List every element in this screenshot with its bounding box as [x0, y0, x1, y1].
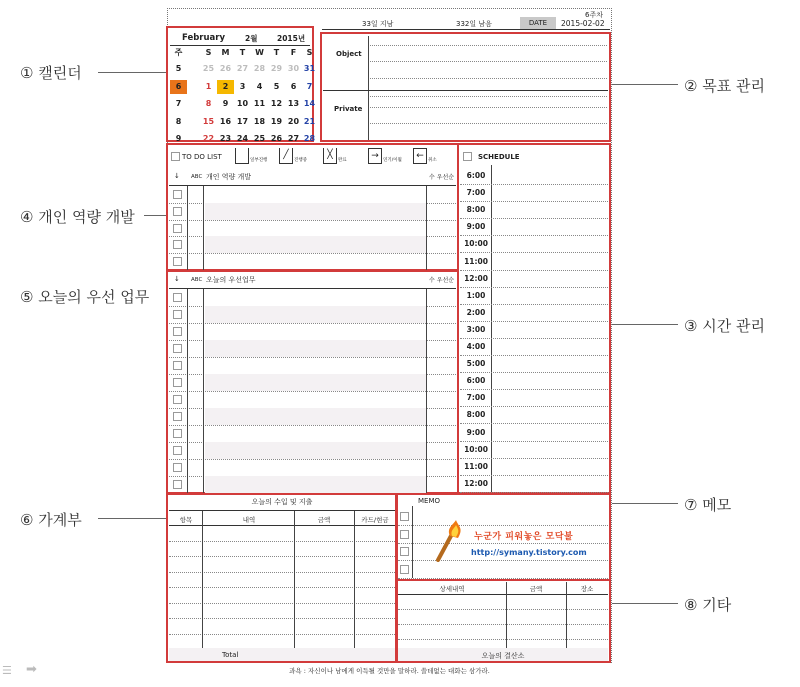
memo-logo-url[interactable]: http://symany.tistory.com: [471, 548, 587, 557]
schedule-checkbox[interactable]: [463, 152, 472, 161]
personal-dev-arrow: ↓: [174, 172, 180, 180]
lead-memo: [612, 503, 678, 504]
menu-icon[interactable]: ☰: [2, 664, 12, 677]
calendar-day[interactable]: 26: [270, 134, 283, 143]
calendar-day[interactable]: 26: [219, 64, 232, 73]
schedule-time: 9:00: [466, 222, 486, 232]
calendar-day[interactable]: 14: [303, 99, 316, 108]
personal-dev-row-checkbox[interactable]: [173, 257, 182, 266]
goal-private-label: Private: [334, 105, 363, 113]
calendar-day[interactable]: 29: [270, 64, 283, 73]
goal-line: [370, 107, 607, 108]
calendar-day[interactable]: 8: [205, 99, 212, 108]
memo-checkbox[interactable]: [400, 530, 409, 539]
calendar-day[interactable]: 28: [303, 134, 316, 143]
schedule-time: 10:00: [464, 239, 488, 249]
ledger-title: 오늘의 수입 및 지출: [251, 498, 313, 506]
todo-legend-label: 일부진행: [250, 158, 268, 163]
etc-col-amount: 금액: [529, 585, 543, 593]
calendar-day[interactable]: 21: [303, 116, 316, 126]
callout-etc: ⑧ 기타: [684, 596, 732, 614]
memo-checkbox[interactable]: [400, 547, 409, 556]
schedule-time: 11:00: [464, 461, 488, 471]
schedule-time: 2:00: [466, 307, 486, 317]
ledger-col-detail: 내역: [242, 516, 256, 524]
calendar-day[interactable]: 1: [205, 81, 212, 91]
personal-dev-rule: [169, 185, 456, 186]
priority-order: 수 우선순: [429, 277, 455, 284]
ledger-total-row: [169, 648, 395, 661]
schedule-time: 12:00: [464, 273, 488, 283]
priority-row-checkbox[interactable]: [173, 446, 182, 455]
ledger-col-line: [354, 511, 355, 648]
calendar-day[interactable]: 7: [306, 81, 313, 91]
lead-personal-dev: [144, 215, 166, 216]
calendar-day[interactable]: 24: [236, 134, 249, 143]
torch-icon: [432, 520, 464, 562]
callout-ledger: ⑥ 가계부: [20, 511, 82, 529]
calendar-week-number: 8: [175, 116, 182, 126]
date-label: DATE: [520, 17, 556, 29]
todo-legend-box: →: [368, 148, 382, 164]
calendar-weekday: 주: [174, 48, 183, 57]
calendar-year: 2015년: [277, 34, 306, 43]
todo-legend-label: 취소: [428, 158, 437, 163]
calendar-week-number: 6: [170, 80, 187, 94]
calendar-day[interactable]: 10: [236, 99, 249, 108]
week-counter: 6주차: [585, 11, 603, 19]
todo-legend-label: 완료: [338, 158, 347, 163]
priority-row-shade: [205, 374, 426, 391]
schedule-time: 11:00: [464, 256, 488, 266]
calendar-day[interactable]: 31: [303, 64, 316, 73]
etc-line: [398, 609, 608, 610]
callout-goals: ② 목표 관리: [684, 77, 765, 95]
etc-footer-label: 오늘의 결산소: [481, 652, 525, 660]
goals-divider: [368, 36, 369, 140]
todo-legend-label: 진행중: [294, 158, 308, 163]
priority-row-checkbox[interactable]: [173, 327, 182, 336]
calendar-day[interactable]: 30: [287, 64, 300, 73]
etc-line: [398, 639, 608, 640]
schedule-time: 5:00: [466, 359, 486, 369]
todo-legend-box: ←: [413, 148, 427, 164]
calendar-weekday: S: [306, 48, 313, 57]
calendar-day[interactable]: 25: [202, 64, 215, 73]
personal-dev-row-line: [169, 253, 456, 254]
priority-row-line: [169, 425, 456, 426]
schedule-time: 4:00: [466, 342, 486, 351]
callout-priority: ⑤ 오늘의 우선 업무: [20, 288, 150, 306]
priority-row-checkbox[interactable]: [173, 395, 182, 404]
etc-col-place: 장소: [580, 585, 594, 593]
priority-row-shade: [205, 476, 426, 493]
todo-legend-box: ╱: [279, 148, 293, 164]
footer-note: 과욕 : 자신이나 남에게 이득될 것만을 말하라. 쓸데없는 대화는 삼가라.: [289, 667, 490, 675]
priority-row-checkbox[interactable]: [173, 429, 182, 438]
calendar-day[interactable]: 5: [273, 81, 280, 91]
calendar-month: February: [182, 33, 226, 43]
calendar-week-number: 5: [175, 64, 182, 73]
memo-line: [398, 560, 608, 561]
ledger-col-payment: 카드/현금: [361, 516, 389, 524]
calendar-day[interactable]: 15: [202, 116, 215, 126]
calendar-day[interactable]: 9: [222, 99, 229, 108]
priority-arrow: ↓: [174, 275, 180, 283]
calendar-day[interactable]: 11: [253, 99, 266, 108]
priority-row-checkbox[interactable]: [173, 293, 182, 302]
priority-title: 오늘의 우선업무: [206, 276, 256, 284]
memo-logo-text: 누군가 피워놓은 모닥불: [474, 532, 574, 542]
schedule-divider: [491, 165, 492, 492]
memo-line: [398, 525, 608, 526]
etc-col-line: [566, 582, 567, 648]
calendar-day[interactable]: 6: [290, 81, 297, 91]
goal-line: [370, 96, 607, 97]
callout-personal-dev: ④ 개인 역량 개발: [20, 208, 135, 226]
schedule-time: 10:00: [464, 444, 488, 454]
schedule-time: 9:00: [466, 427, 486, 437]
schedule-time: 6:00: [466, 376, 486, 386]
todo-legend-box: ╳: [323, 148, 337, 164]
personal-dev-row-checkbox[interactable]: [173, 207, 182, 216]
priority-row-checkbox[interactable]: [173, 412, 182, 421]
priority-row-line: [169, 391, 456, 392]
lead-calendar: [98, 72, 166, 73]
priority-row-checkbox[interactable]: [173, 480, 182, 489]
personal-dev-row-shade: [205, 203, 426, 220]
priority-row-shade: [205, 306, 426, 323]
priority-row-checkbox[interactable]: [173, 310, 182, 319]
goal-line: [370, 78, 607, 79]
goals-frame: [320, 32, 611, 142]
date-value: 2015-02-02: [561, 19, 605, 28]
schedule-time: 12:00: [464, 478, 488, 488]
callout-schedule: ③ 시간 관리: [684, 317, 765, 335]
goal-object-label: Object: [336, 50, 362, 58]
memo-checkbox[interactable]: [400, 512, 409, 521]
days-passed: 33일 지남: [362, 20, 394, 28]
schedule-time: 8:00: [466, 410, 486, 420]
priority-row-line: [169, 357, 456, 358]
calendar-week-number: 7: [175, 99, 182, 108]
header-rule: [322, 29, 610, 30]
schedule-time: 7:00: [466, 188, 486, 198]
schedule-time: 7:00: [466, 393, 486, 403]
priority-row-checkbox[interactable]: [173, 463, 182, 472]
schedule-time: 3:00: [466, 324, 486, 334]
priority-row-checkbox[interactable]: [173, 378, 182, 387]
calendar-day[interactable]: 23: [219, 134, 232, 143]
calendar-day[interactable]: 2: [217, 80, 234, 94]
ledger-total-label: Total: [222, 651, 239, 659]
lead-ledger: [98, 518, 166, 519]
priority-row-shade: [205, 408, 426, 425]
memo-checkbox[interactable]: [400, 565, 409, 574]
schedule-time: 6:00: [466, 171, 486, 180]
priority-row-checkbox[interactable]: [173, 361, 182, 370]
calendar-day[interactable]: 28: [253, 64, 266, 73]
personal-dev-prefix: ABC: [191, 174, 203, 180]
calendar-day[interactable]: 19: [270, 116, 283, 126]
personal-dev-row-shade: [205, 236, 426, 253]
calendar-weekday: W: [255, 48, 264, 57]
memo-line: [398, 543, 608, 544]
calendar-weekday: F: [290, 48, 297, 57]
personal-dev-row-col-line: [203, 186, 204, 270]
priority-prefix: ABC: [191, 277, 203, 283]
personal-dev-row-col-line: [426, 186, 427, 270]
calendar-weekday: T: [239, 48, 246, 57]
calendar-day[interactable]: 27: [287, 134, 300, 143]
goal-line: [370, 61, 607, 62]
todo-title: TO DO LIST: [182, 153, 222, 161]
lead-schedule: [612, 324, 678, 325]
calendar-month-num: 2월: [245, 34, 258, 43]
personal-dev-row-col-line: [187, 186, 188, 270]
calendar-day[interactable]: 13: [287, 99, 300, 108]
personal-dev-row-checkbox[interactable]: [173, 224, 182, 233]
goal-line: [370, 45, 607, 46]
personal-dev-row-line: [169, 220, 456, 221]
priority-row-line: [169, 323, 456, 324]
priority-row-shade: [205, 442, 426, 459]
etc-col-detail: 상세내역: [439, 585, 465, 593]
priority-row-col-line: [203, 289, 204, 493]
schedule-time: 1:00: [466, 290, 486, 300]
calendar-day[interactable]: 12: [270, 99, 283, 108]
memo-title: MEMO: [418, 497, 441, 505]
personal-dev-title: 개인 역량 개발: [206, 173, 252, 181]
lead-goals: [612, 84, 678, 85]
todo-legend-label: 연기/이월: [383, 158, 402, 163]
personal-dev-row-checkbox[interactable]: [173, 190, 182, 199]
goal-separator: [323, 90, 608, 91]
calendar-day[interactable]: 18: [253, 116, 266, 126]
calendar-day[interactable]: 22: [202, 134, 215, 143]
calendar-weekday: S: [205, 48, 212, 57]
priority-row-shade: [205, 340, 426, 357]
schedule-time: 8:00: [466, 205, 486, 215]
schedule-title: SCHEDULE: [478, 153, 520, 161]
calendar-day[interactable]: 3: [239, 81, 246, 91]
personal-dev-row-checkbox[interactable]: [173, 240, 182, 249]
calendar-day[interactable]: 16: [219, 116, 232, 126]
goal-line: [370, 123, 607, 124]
priority-row-col-line: [426, 289, 427, 493]
calendar-day[interactable]: 4: [256, 81, 263, 91]
arrow-right-icon[interactable]: ➡: [26, 662, 37, 677]
callout-memo: ⑦ 메모: [684, 496, 732, 514]
etc-col-line: [506, 582, 507, 648]
priority-row-checkbox[interactable]: [173, 344, 182, 353]
ledger-col-line: [202, 511, 203, 648]
ledger-col-line: [294, 511, 295, 648]
calendar-day[interactable]: 20: [287, 116, 300, 126]
ledger-col-amount: 금액: [317, 516, 331, 524]
priority-row-col-line: [187, 289, 188, 493]
days-left: 332일 남음: [456, 20, 492, 28]
priority-rule: [169, 288, 456, 289]
lead-etc: [612, 603, 678, 604]
calendar-day[interactable]: 25: [253, 134, 266, 143]
calendar-week-number: 9: [175, 134, 182, 143]
etc-line: [398, 594, 608, 595]
calendar-weekday: M: [221, 48, 230, 57]
calendar-day[interactable]: 17: [236, 116, 249, 126]
etc-line: [398, 624, 608, 625]
ledger-col-item: 항목: [179, 516, 193, 524]
calendar-weekday: T: [273, 48, 280, 57]
calendar-day[interactable]: 27: [236, 64, 249, 73]
personal-dev-order: 수 우선순: [429, 174, 455, 181]
callout-calendar: ① 캘린더: [20, 64, 82, 82]
priority-row-line: [169, 459, 456, 460]
